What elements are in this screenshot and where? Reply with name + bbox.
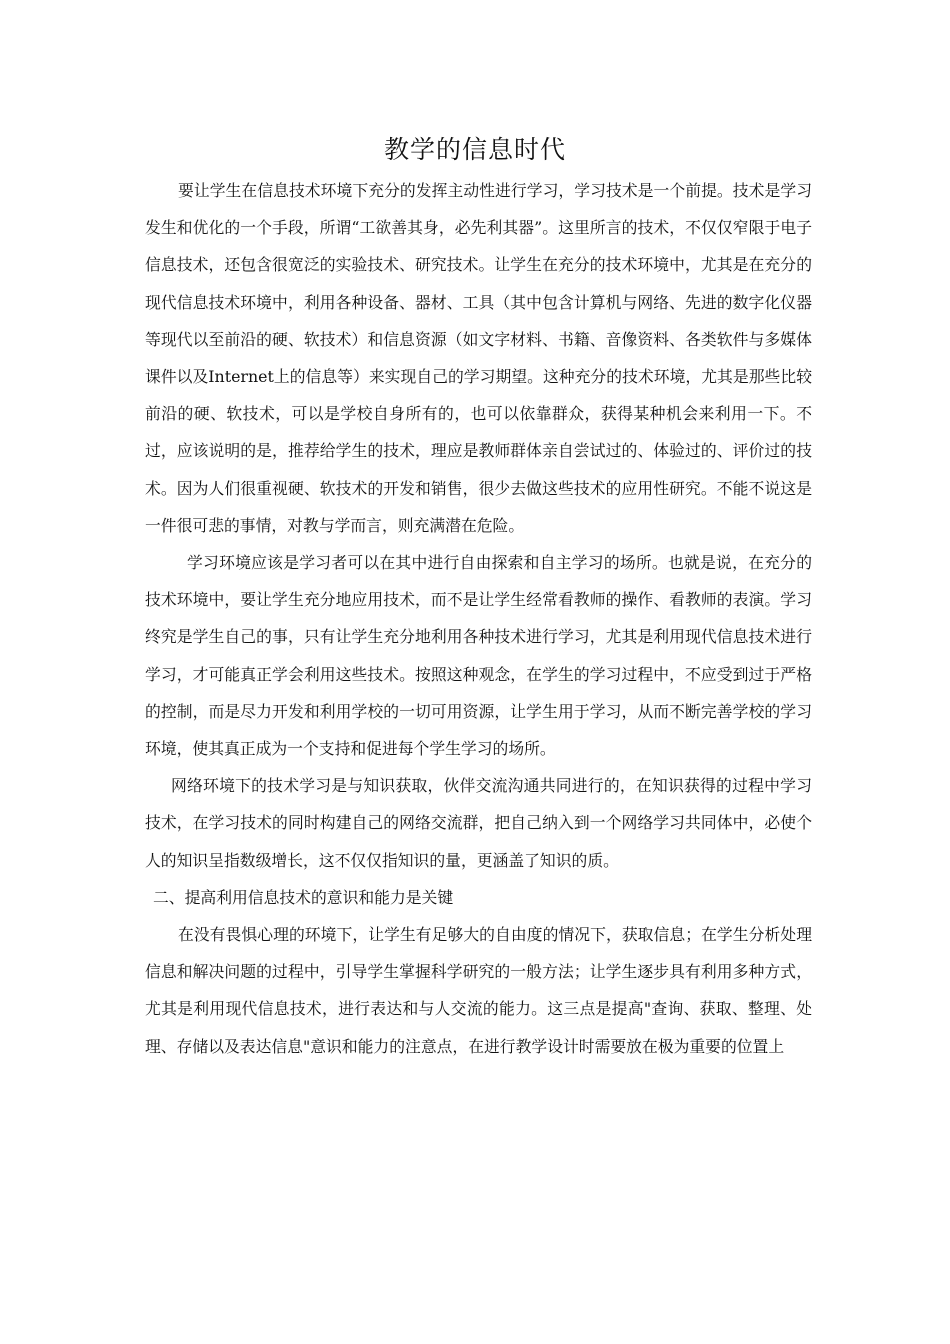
document-body [145, 172, 812, 1065]
paragraph-learning-environment: 学习环境应该是学习者可以在其中进行自由探索和自主学习的场所。也就是说，在充分的技术环境中，要让学生充分地应用技术，而不是让学生经常看教师的操作、看教师的表演。学习终究是学生自己的事，只有让学生充分地利用各种技术进行学习，尤其是利用现代信息技术进行学习，才可能真正学会利用这些技术。按照这种观念，在学生的学习过程中，不应受到过于严格的控制，而是尽力开发和利用学校的一切可用资源，让学生用于学习，从而不断完善学校的学习环境，使其真正成为一个支持和促进每个学生学习的场所。 [145, 553, 812, 759]
document-title: 教学的信息时代 [383, 135, 566, 164]
paragraph-network-learning: 网络环境下的技术学习是与知识获取，伙伴交流沟通共同进行的，在知识获得的过程中学习技术，在学习技术的同时构建自己的网络交流群，把自己纳入到一个网络学习共同体中，必使个人的知识呈指数级增长，这不仅仅指知识的量，更涵盖了知识的质。 [145, 776, 812, 870]
paragraph-technology-as-prerequisite: 要让学生在信息技术环境下充分的发挥主动性进行学习，学习技术是一个前提。技术是学习发生和优化的一个手段，所谓“工欲善其身，必先利其器”。这里所言的技术，不仅仅窄限于电子信息技术，还包含很宽泛的实验技术、研究技术。让学生在充分的技术环境中，尤其是在充分的现代信息技术环境中，利用各种设备、器材、工具（其中包含计算机与网络、先进的数字化仪器等现代以至前沿的硬、软技术）和信息资源（如文字材料、书籍、音像资料、各类软件与多媒体课件以及Internet上的信息等）来实现自己的学习期望。这种充分的技术环境，尤其是那些比较前沿的硬、软技术，可以是学校自身所有的，也可以依靠群众，获得某种机会来利用一下。不过，应该说明的是，推荐给学生的技术，理应是教师群体亲自尝试过的、体验过的、评价过的技术。因为人们很重视硬、软技术的开发和销售，很少去做这些技术的应用性研究。不能不说这是一件很可悲的事情，对教与学而言，则充满潜在危险。 [145, 181, 812, 535]
paragraph-information-ability: 在没有畏惧心理的环境下，让学生有足够大的自由度的情况下，获取信息；在学生分析处理信息和解决问题的过程中，引导学生掌握科学研究的一般方法；让学生逐步具有利用多种方式，尤其是利用现代信息技术，进行表达和与人交流的能力。这三点是提高"查询、获取、整理、处理、存储以及表达信息"意识和能力的注意点，在进行教学设计时需要放在极为重要的位置上 [145, 925, 812, 1056]
section-heading: 二、提高利用信息技术的意识和能力是关键 [153, 887, 454, 907]
